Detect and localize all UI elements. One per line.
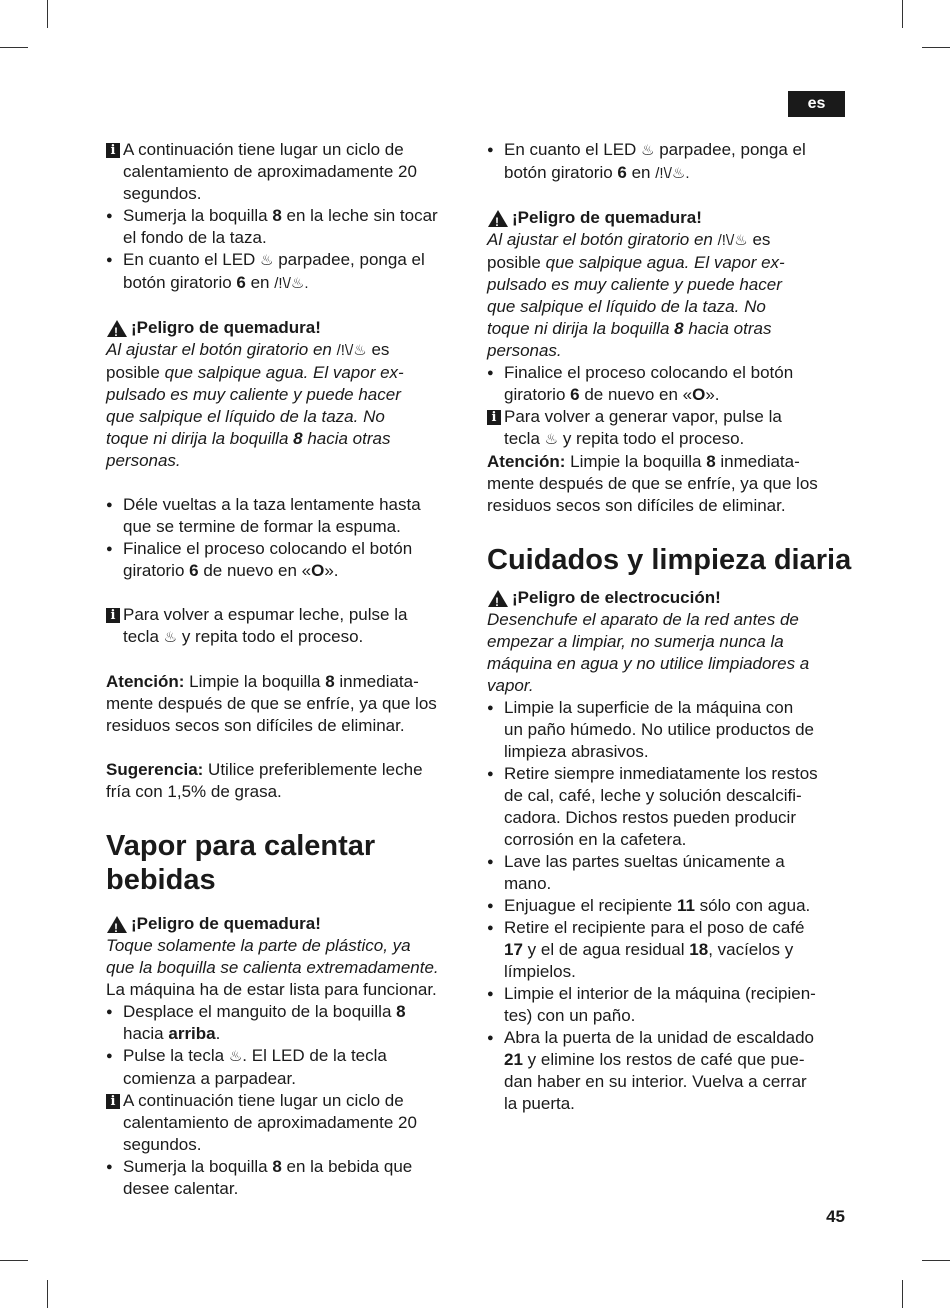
text-line: calentamiento de aproximadamente 20 bbox=[123, 1113, 417, 1132]
crop-mark bbox=[47, 0, 48, 28]
left-column bbox=[106, 139, 466, 1200]
text-line: 17 y el de agua residual 18, vacíelos y bbox=[504, 940, 794, 959]
text-line: pulsado es muy caliente y puede hacer bbox=[487, 275, 782, 294]
text-line: residuos secos son difíciles de eliminar. bbox=[106, 716, 405, 735]
text-line: corrosión en la cafetera. bbox=[504, 830, 687, 849]
page-number: 45 bbox=[826, 1207, 845, 1226]
text-line: que salpique el líquido de la taza. No bbox=[487, 297, 766, 316]
text-line: límpielos. bbox=[504, 962, 576, 981]
list-item: ● Abra la puerta de la unidad de escaldado bbox=[487, 1027, 847, 1049]
crop-mark bbox=[902, 1280, 903, 1308]
section-heading: Vapor para calentar bebidas bbox=[106, 830, 376, 896]
text-line: segundos. bbox=[123, 1135, 202, 1154]
text-line: el fondo de la taza. bbox=[123, 228, 267, 247]
text-line: Al ajustar el botón giratorio en /!\/♨ es bbox=[106, 340, 390, 359]
text-line: 21 y elimine los restos de café que pue- bbox=[504, 1050, 805, 1069]
text-line: desee calentar. bbox=[123, 1179, 239, 1198]
text-line: mente después de que se enfríe, ya que los bbox=[487, 474, 818, 493]
text-line: mano. bbox=[504, 874, 552, 893]
steam-setting-icon: /!\/♨. bbox=[655, 165, 690, 182]
text-line: calentamiento de aproximadamente 20 bbox=[123, 162, 417, 181]
list-item: ● Enjuague el recipiente 11 sólo con agua. bbox=[487, 895, 847, 917]
text-line: hacia arriba. bbox=[123, 1024, 221, 1043]
text-line: segundos. bbox=[123, 184, 202, 203]
text-line: residuos secos son difíciles de eliminar. bbox=[487, 496, 786, 515]
text-line: que salpique el líquido de la taza. No bbox=[106, 407, 385, 426]
crop-mark bbox=[0, 1260, 28, 1261]
text-line: máquina en agua y no utilice limpiadores a bbox=[487, 654, 810, 673]
list-item: ● Finalice el proceso colocando el botón bbox=[106, 538, 466, 560]
info-note: i A continuación tiene lugar un ciclo de bbox=[106, 139, 466, 161]
text-line: personas. bbox=[487, 341, 562, 360]
text-line: tecla ♨ y repita todo el proceso. bbox=[123, 627, 364, 646]
list-item: ● Pulse la tecla ♨. El LED de la tecla bbox=[106, 1045, 466, 1068]
list-item: ● Sumerja la boquilla 8 en la bebida que bbox=[106, 1156, 466, 1178]
list-item: ● Sumerja la boquilla 8 en la leche sin tocar bbox=[106, 205, 466, 227]
info-note: i Para volver a generar vapor, pulse la bbox=[487, 406, 847, 428]
attention-note: Atención: Limpie la boquilla 8 inmediata- bbox=[106, 672, 419, 691]
text-line: comienza a parpadear. bbox=[123, 1069, 296, 1088]
text-line: fría con 1,5% de grasa. bbox=[106, 782, 282, 801]
warning-heading: ¡Peligro de quemadura! ! bbox=[106, 317, 466, 339]
text-line: giratorio 6 de nuevo en «O». bbox=[123, 561, 339, 580]
text-line: Al ajustar el botón giratorio en /!\/♨ es bbox=[487, 230, 771, 249]
list-item: ● En cuanto el LED ♨ parpadee, ponga el bbox=[106, 249, 466, 272]
text-line: pulsado es muy caliente y puede hacer bbox=[106, 385, 401, 404]
attention-note: Atención: Limpie la boquilla 8 inmediata- bbox=[487, 452, 800, 471]
steam-led-icon: ♨ bbox=[260, 252, 274, 269]
list-item: ● Desplace el manguito de la boquilla 8 bbox=[106, 1001, 466, 1023]
text-line: Desenchufe el aparato de la red antes de bbox=[487, 610, 799, 629]
text-line: tes) con un paño. bbox=[504, 1006, 636, 1025]
text-line: toque ni dirija la boquilla 8 hacia otras bbox=[106, 429, 391, 448]
text-line: vapor. bbox=[487, 676, 534, 695]
steam-led-icon: ♨ bbox=[641, 142, 655, 159]
list-item: ● Lave las partes sueltas únicamente a bbox=[487, 851, 847, 873]
steam-key-icon: ♨ bbox=[544, 431, 559, 448]
crop-mark bbox=[922, 1260, 950, 1261]
text-line: dan haber en su interior. Vuelva a cerrar bbox=[504, 1072, 807, 1091]
crop-mark bbox=[47, 1280, 48, 1308]
info-note: i Para volver a espumar leche, pulse la bbox=[106, 604, 466, 626]
text-line: posible que salpique agua. El vapor ex- bbox=[487, 253, 785, 272]
text-line: botón giratorio 6 en /!\/♨. bbox=[123, 273, 309, 292]
warning-heading: ¡Peligro de quemadura! ! bbox=[487, 207, 847, 229]
right-column bbox=[487, 139, 852, 1115]
text-line: botón giratorio 6 en /!\/♨. bbox=[504, 163, 690, 182]
text-line: que se termine de formar la espuma. bbox=[123, 517, 401, 536]
warning-heading: ¡Peligro de quemadura! ! bbox=[106, 913, 466, 935]
text-line: mente después de que se enfríe, ya que los bbox=[106, 694, 437, 713]
text-line: tecla ♨ y repita todo el proceso. bbox=[504, 429, 745, 448]
text-line: empezar a limpiar, no sumerja nunca la bbox=[487, 632, 784, 651]
text-line: la puerta. bbox=[504, 1094, 575, 1113]
crop-mark bbox=[902, 0, 903, 28]
text-line: toque ni dirija la boquilla 8 hacia otras bbox=[487, 319, 772, 338]
steam-key-icon: ♨ bbox=[163, 629, 178, 646]
text-line: personas. bbox=[106, 451, 181, 470]
text-line: que la boquilla se calienta extremadamente. bbox=[106, 958, 439, 977]
tip-note: Sugerencia: Utilice preferiblemente leche bbox=[106, 760, 423, 779]
steam-setting-icon: /!\/♨. bbox=[274, 275, 309, 292]
steam-setting-icon: /!\/♨ bbox=[336, 342, 367, 359]
list-item: ● Retire siempre inmediatamente los restos bbox=[487, 763, 847, 785]
text-line: Toque solamente la parte de plástico, ya bbox=[106, 936, 411, 955]
text-line: La máquina ha de estar lista para funcionar. bbox=[106, 980, 437, 999]
crop-mark bbox=[922, 47, 950, 48]
text-line: posible que salpique agua. El vapor ex- bbox=[106, 363, 404, 382]
list-item: ● Déle vueltas a la taza lentamente hasta bbox=[106, 494, 466, 516]
text-line: giratorio 6 de nuevo en «O». bbox=[504, 385, 720, 404]
list-item: ● Finalice el proceso colocando el botón bbox=[487, 362, 847, 384]
list-item: ● Limpie la superficie de la máquina con bbox=[487, 697, 847, 719]
text-line: un paño húmedo. No utilice productos de bbox=[504, 720, 814, 739]
list-item: ● Limpie el interior de la máquina (recipien- bbox=[487, 983, 847, 1005]
text-line: limpieza abrasivos. bbox=[504, 742, 649, 761]
text-line: cadora. Dichos restos pueden producir bbox=[504, 808, 796, 827]
list-item: ● En cuanto el LED ♨ parpadee, ponga el bbox=[487, 139, 847, 162]
steam-setting-icon: /!\/♨ bbox=[717, 232, 748, 249]
warning-heading: ¡Peligro de electrocución! ! bbox=[487, 587, 847, 609]
section-heading: Cuidados y limpieza diaria bbox=[487, 544, 852, 576]
text-line: de cal, café, leche y solución descalcifi- bbox=[504, 786, 802, 805]
list-item: ● Retire el recipiente para el poso de café bbox=[487, 917, 847, 939]
steam-key-icon: ♨ bbox=[228, 1048, 243, 1065]
info-note: i A continuación tiene lugar un ciclo de bbox=[106, 1090, 466, 1112]
crop-mark bbox=[0, 47, 28, 48]
language-tab: es bbox=[788, 91, 845, 117]
